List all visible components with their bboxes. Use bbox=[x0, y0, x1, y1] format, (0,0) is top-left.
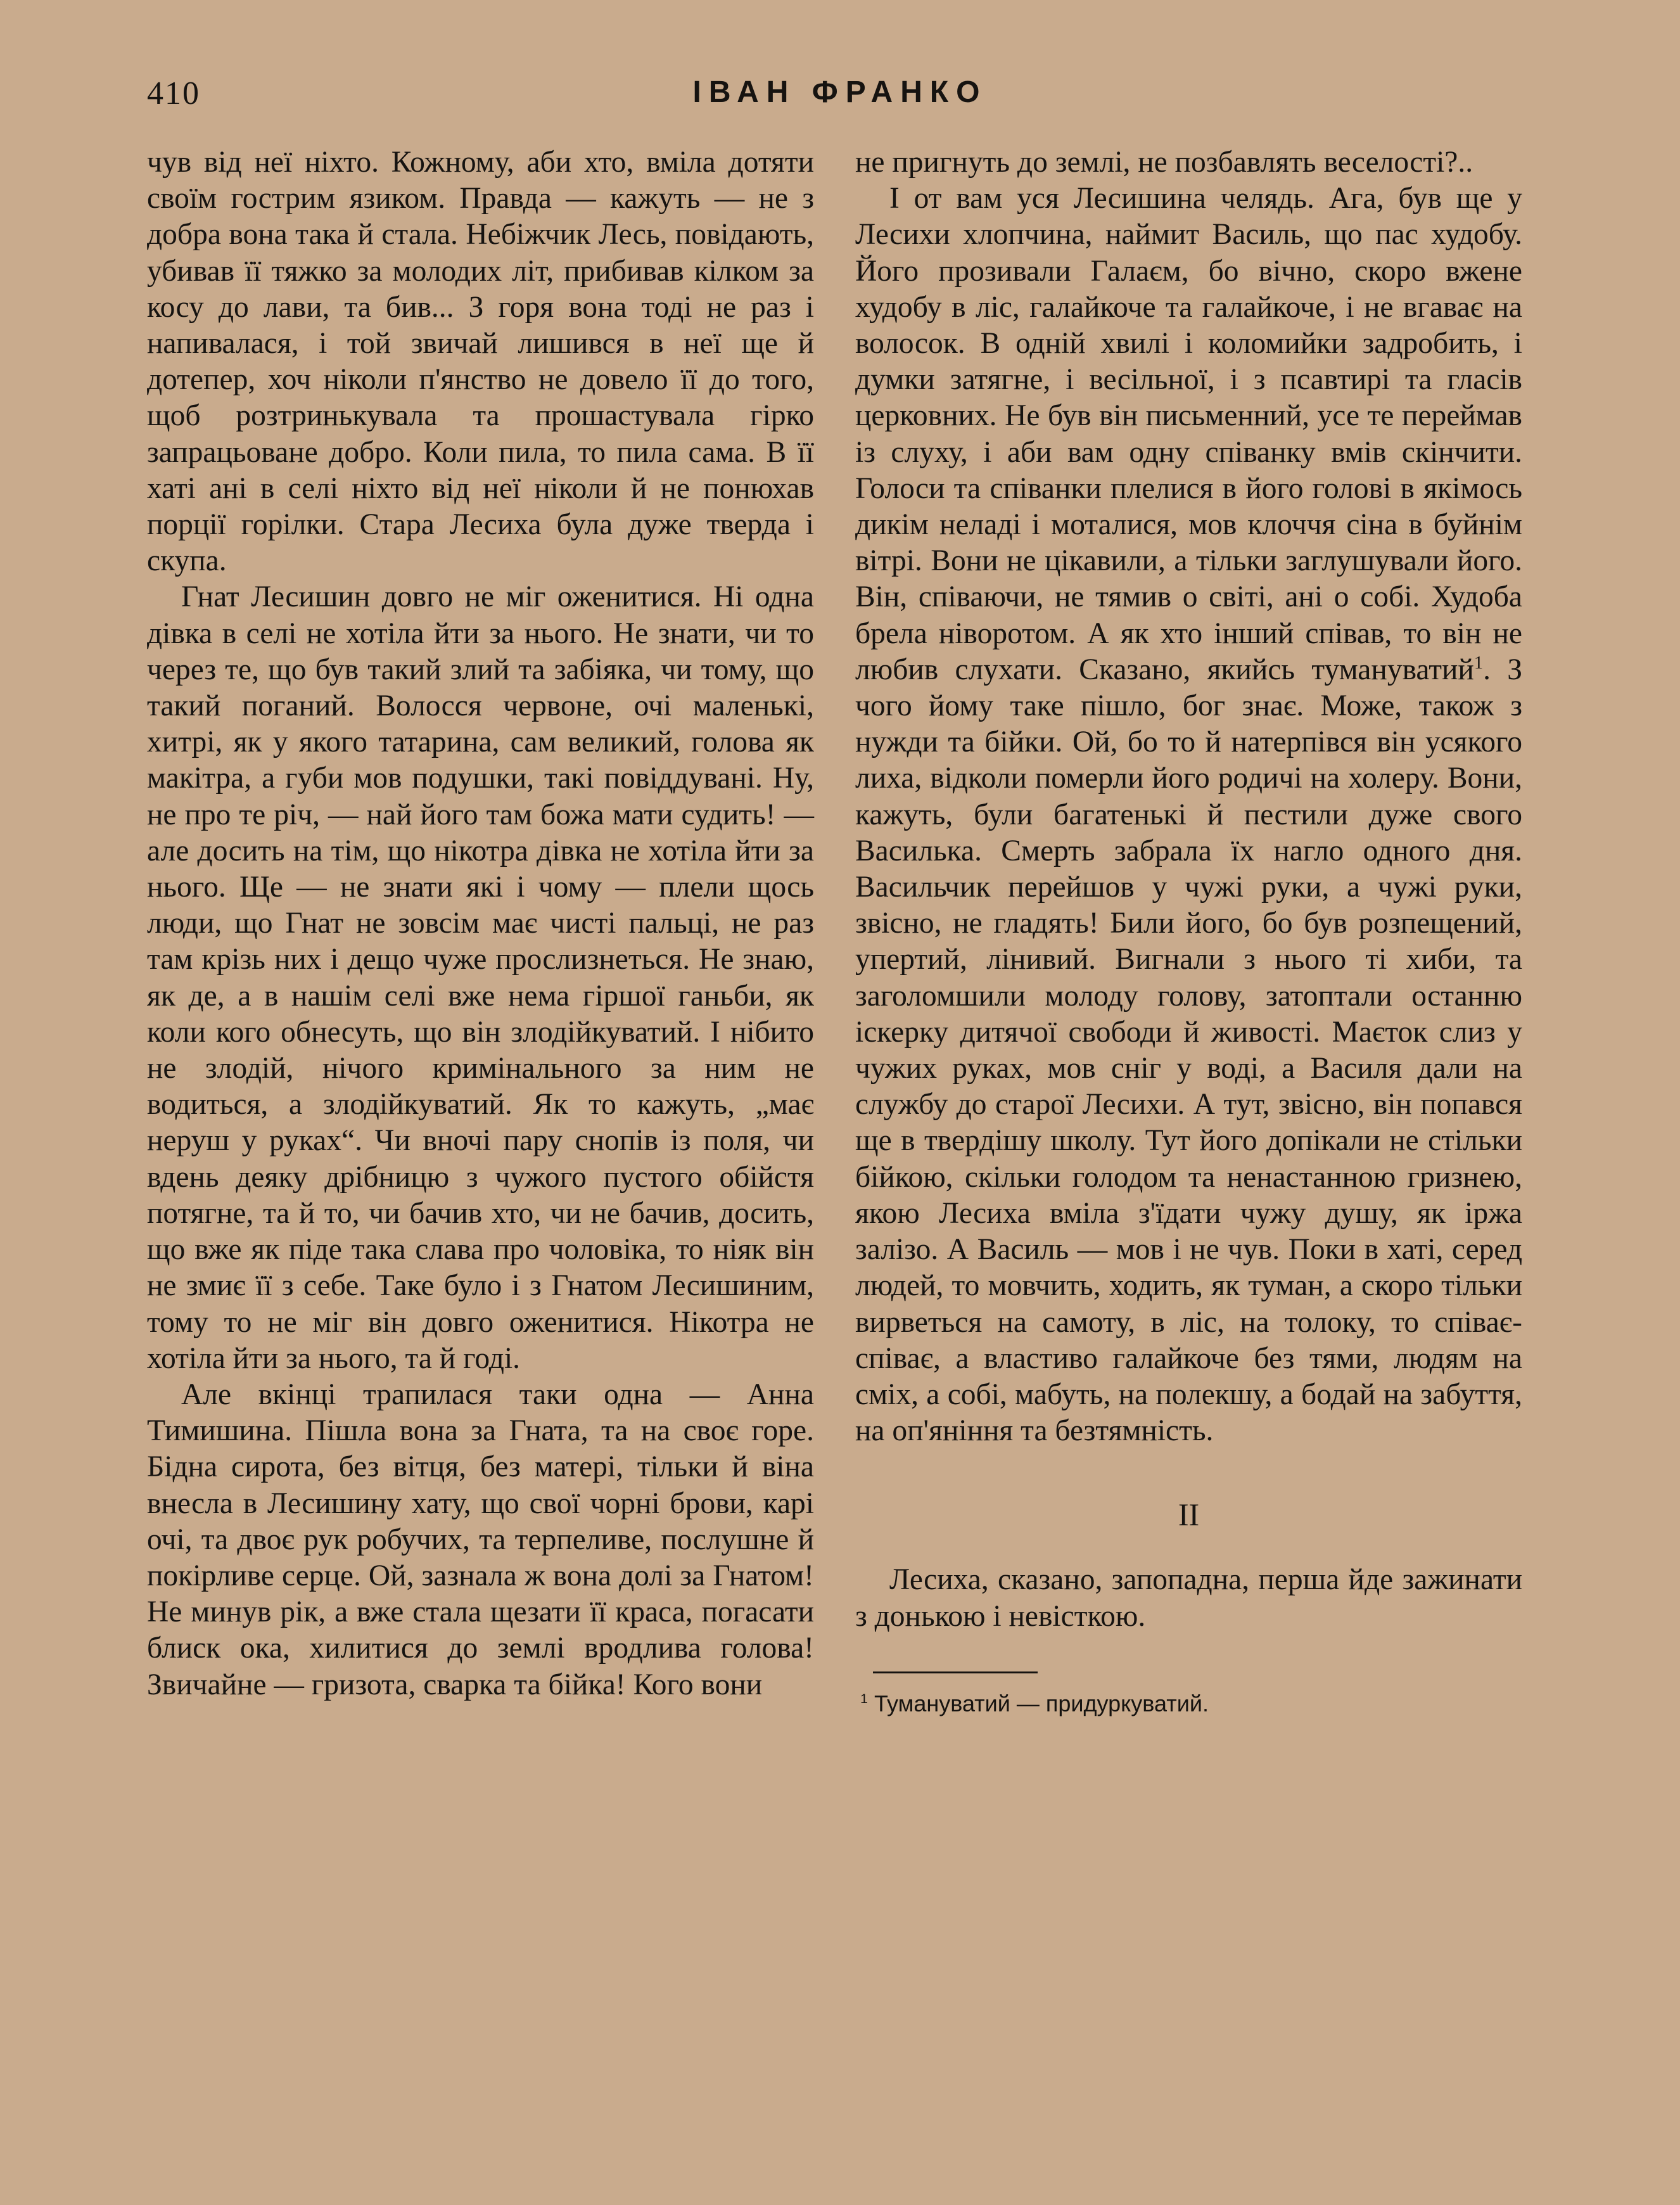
paragraph-anna: Але вкінці трапилася таки одна — Анна Тимишина. Пішла вона за Гната, та на своє горе. Бідна сирота, без вітця, без матері, тільки й віна внесла в Лесишину хату, що свої чорні брови, карі очі, та двоє рук робучих, та терпеливе, послушне й покірливе серце. Ой, зазнала ж вона долі за Гнатом! Не минув рік, а вже стала щезати її краса, погасати блиск ока, хилитися до землі вродлива голова! Звичайне — гризота, сварка та бійка! Кого вони bbox=[147, 1377, 814, 1701]
footnote bbox=[855, 1690, 1522, 1718]
paragraph-continued: чув від неї ніхто. Кожному, аби хто, вміла дотяти своїм гострим язиком. Правда — кажуть — не з добра вона така й стала. Небіжчик Лесь, повідають, убивав її тяжко за молодих літ, прибивав кілком за косу до лави, та бив... З горя вона тоді не раз і напивалася, і той звичай лишився в неї ще й дотепер, хоч ніколи п'янство не довело її до того, щоб розтринькувала та прошастувала гірко запрацьоване добро. Коли пила, то пила сама. В її хаті ані в селі ніхто від неї ніколи й не понюхав порції горілки. Стара Лесиха була дуже тверда і скупа. bbox=[147, 146, 814, 578]
page-header bbox=[0, 75, 1680, 125]
right-column bbox=[855, 144, 1522, 1718]
section-number: II bbox=[1178, 1497, 1200, 1533]
page-number: 410 bbox=[147, 75, 200, 112]
footnote-reference: 1 bbox=[1473, 653, 1484, 674]
paragraph-continuation: не пригнуть до землі, не позбавлять веселості?.. bbox=[855, 146, 1473, 179]
footnote-divider bbox=[873, 1671, 1038, 1673]
paragraph-lesykha: Лесиха, сказано, запопадна, перша йде зажинати з донькою і невісткою. bbox=[855, 1563, 1522, 1633]
left-column bbox=[147, 144, 814, 1703]
running-title: ІВАН ФРАНКО bbox=[692, 75, 988, 109]
paragraph-vasyl bbox=[855, 181, 1522, 1449]
footnote-marker: 1 bbox=[860, 1690, 869, 1706]
paragraph-hnat: Гнат Лесишин довго не міг оженитися. Ні одна дівка в селі не хотіла йти за нього. Не знати, чи то через те, що був такий злий та забіяка, чи тому, що такий поганий. Волосся червоне, очі маленькі, хитрі, як у якого татарина, сам великий, голова як макітра, а губи мов подушки, такі повіддувані. Ну, не про те річ, — най його там божа мати судить! — але досить на тім, що нікотра дівка не хотіла йти за нього. Ще — не знати які і чому — плели щось люди, що Гнат не зовсім має чисті пальці, не раз там крізь них і дещо чуже прослизнеться. Не знаю, як де, а в нашім селі вже нема гіршої ганьби, як коли кого обнесуть, що він злодійкуватий. І нібито не злодій, нічого кримінального за ним не водиться, а злодійкуватий. Як то кажуть, „має неруш у руках“. Чи вночі пару снопів із поля, чи вдень деяку дрібницю з чужого пустого обійстя потягне, та й то, чи бачив хто, чи не бачив, досить, що вже як піде така слава про чоловіка, то ніяк він не змиє її з себе. Таке було і з Гнатом Лесишиним, тому то не міг він довго оженитися. Нікотра не хотіла йти за нього, та й годі. bbox=[147, 580, 814, 1375]
paragraph-vasyl-part-1: І от вам уся Лесишина челядь. Ага, був ще у Лесихи хлопчина, наймит Василь, що пас худобу. Його прозивали Галаєм, бо вічно, скоро вжене худобу в ліс, галайкоче та галайкоче, і не вгаває на волосок. В одній хвилі і коломийки задробить, і думки затягне, і весільної, і з псавтирі та гласів церковних. Не був він письменний, усе те переймав із слуху, і аби вам одну співанку вмів скінчити. Голоси та співанки плелися в його голові в якімось дикім неладі і моталися, мов клоччя сіна в буйнім вітрі. Вони не цікавили, а тільки заглушували його. Він, співаючи, не тямив о світі, ані о собі. Худоба брела ніворотом. А як хто інший співав, то він не любив слухати. Сказано, якийсь тумануватий bbox=[855, 182, 1522, 686]
footnote-text: Тумануватий — придуркуватий. bbox=[868, 1690, 1209, 1716]
paragraph-vasyl-part-2: . З чого йому таке пішло, бог знає. Може, також з нужди та бійки. Ой, бо то й натерпівся він усякого лиха, відколи померли його родичі на холеру. Вони, кажуть, були багатенькі й пестили дуже свого Василька. Смерть забрала їх нагло одного дня. Васильчик перейшов у чужі руки, а чужі руки, звісно, не гладять! Били його, бо був розпещений, упертий, лінивий. Вигнали з нього ті хиби, та заголомшили молоду голову, затоптали останню іскерку дитячої свободи й живості. Маєток слиз у чужих руках, мов сніг у воді, а Василя дали на службу до старої Лесихи. А тут, звісно, він попався ще в твердішу школу. Тут його допікали не стільки бійкою, скільки голодом та ненастанною гризнею, якою Лесиха вміла з'їдати чужу душу, як іржа залізо. А Василь — мов і не чув. Поки в хаті, серед людей, то мовчить, ходить, як туман, а скоро тільки вирветься на самоту, в ліс, на толоку, то співає-співає, а властиво галайкоче без тями, людям на сміх, а собі, мабуть, на полекшу, а бодай на забуття, на оп'яніння та безтямність. bbox=[855, 653, 1523, 1448]
